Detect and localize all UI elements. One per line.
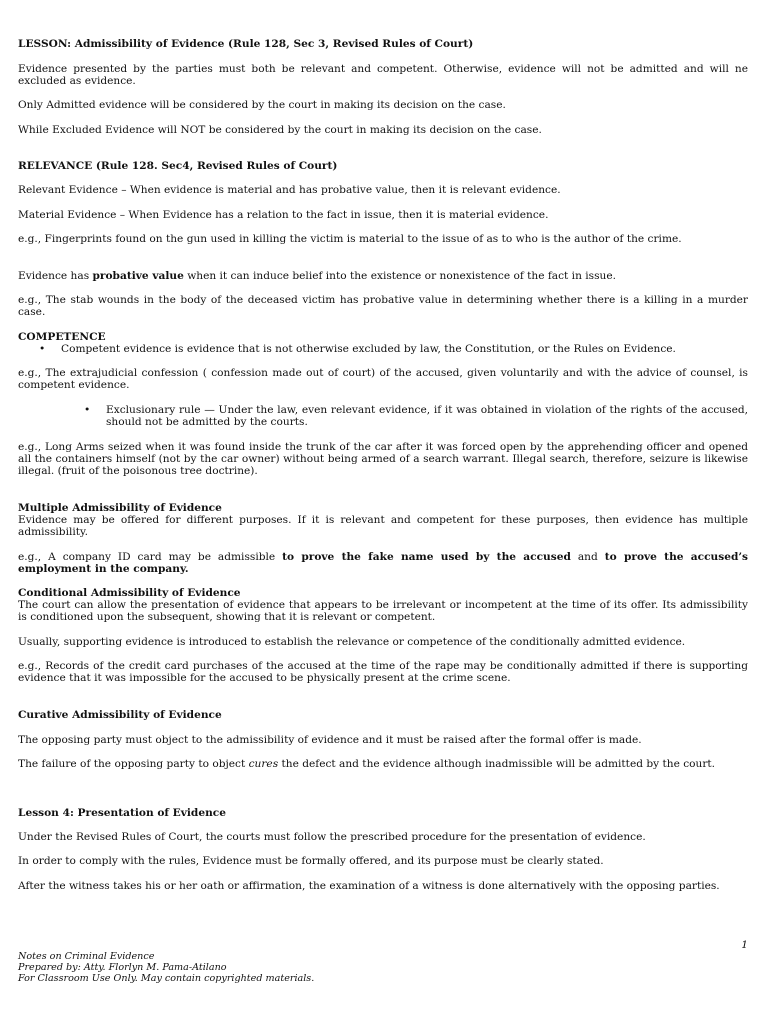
lesson-paragraph-3: While Excluded Evidence will NOT be considered by the court in making its decision on the case.	[18, 124, 542, 136]
bullet-icon: •	[39, 343, 46, 355]
curative-paragraph-1: The opposing party must object to the admissibility of evidence and it must be raised after the formal offer is made.	[18, 734, 642, 746]
lesson4-paragraph-3: After the witness takes his or her oath or affirmation, the examination of a witness is done alternatively with the opposing parties.	[18, 880, 720, 892]
conditional-heading: Conditional Admissibility of Evidence	[18, 587, 241, 599]
lesson-paragraph-2: Only Admitted evidence will be considered by the court in making its decision on the case.	[18, 99, 506, 111]
page-footer	[18, 951, 618, 984]
conditional-paragraph-1: The court can allow the presentation of evidence that appears to be irrelevant or incompetent at the time of its offer. Its admissibility is conditioned upon the subsequent, showing that it is relevant or competent.	[18, 599, 748, 623]
footer-line-3: For Classroom Use Only. May contain copyrighted materials.	[18, 973, 315, 984]
bullet-icon: •	[84, 404, 91, 416]
multiple-heading: Multiple Admissibility of Evidence	[18, 502, 222, 514]
footer-line-2: Prepared by: Atty. Florlyn M. Pama-Atilano	[18, 962, 227, 973]
competence-bullet-2	[84, 404, 748, 428]
competence-bullet-1	[39, 343, 748, 355]
relevance-paragraph-4	[18, 270, 748, 282]
competence-bullet-1-text: Competent evidence is evidence that is not otherwise excluded by law, the Constitution, or the Rules on Evidence.	[61, 343, 676, 355]
relevance-heading: RELEVANCE (Rule 128. Sec4, Revised Rules of Court)	[18, 160, 338, 172]
curative-p2-text-end: the defect and the evidence although inadmissible will be admitted by the court.	[278, 758, 716, 770]
conditional-paragraph-2: Usually, supporting evidence is introduced to establish the relevance or competence of the conditionally admitted evidence.	[18, 636, 686, 648]
relevance-p4-text-end: when it can induce belief into the existence or nonexistence of the fact in issue.	[183, 270, 616, 282]
lesson4-paragraph-1: Under the Revised Rules of Court, the courts must follow the prescribed procedure for the presentation of evidence.	[18, 831, 646, 843]
relevance-paragraph-2: Material Evidence – When Evidence has a relation to the fact in issue, then it is material evidence.	[18, 209, 549, 221]
probative-value-term: probative value	[92, 270, 184, 282]
competence-paragraph-2: e.g., Long Arms seized when it was found inside the trunk of the car after it was forced open by the apprehending officer and opened all the containers himself (not by the car owner) without being armed of a search warrant. Illegal search, therefore, seizure is likewise illegal. (fruit of the poisonous tree doctrine).	[18, 441, 748, 477]
competence-bullet-2-text: Exclusionary rule — Under the law, even relevant evidence, if it was obtained in violation of the rights of the accused, should not be admitted by the courts.	[106, 404, 748, 428]
relevance-paragraph-1: Relevant Evidence – When evidence is material and has probative value, then it is relevant evidence.	[18, 184, 561, 196]
cures-term: cures	[248, 758, 279, 770]
lesson4-heading: Lesson 4: Presentation of Evidence	[18, 807, 226, 819]
competence-heading: COMPETENCE	[18, 331, 106, 343]
multiple-p2-bold-1: to prove the fake name used by the accused	[282, 551, 571, 563]
curative-paragraph-2	[18, 758, 748, 770]
relevance-p4-text: Evidence has	[18, 270, 93, 282]
multiple-paragraph-1: Evidence may be offered for different purposes. If it is relevant and competent for these purposes, then evidence has multiple admissibility.	[18, 514, 748, 538]
multiple-p2-text: e.g., A company ID card may be admissible	[18, 551, 283, 563]
relevance-paragraph-5: e.g., The stab wounds in the body of the deceased victim has probative value in determining whether there is a killing in a murder case.	[18, 294, 748, 318]
curative-p2-text: The failure of the opposing party to object	[18, 758, 249, 770]
footer-line-1: Notes on Criminal Evidence	[18, 951, 155, 962]
lesson-paragraph-1: Evidence presented by the parties must both be relevant and competent. Otherwise, evidence will not be admitted and will ne excluded as evidence.	[18, 63, 748, 87]
curative-heading: Curative Admissibility of Evidence	[18, 709, 222, 721]
multiple-p2-text-mid: and	[570, 551, 605, 563]
page-number: 1	[741, 939, 748, 951]
lesson-title: LESSON: Admissibility of Evidence (Rule 128, Sec 3, Revised Rules of Court)	[18, 38, 474, 50]
conditional-paragraph-3: e.g., Records of the credit card purchases of the accused at the time of the rape may be conditionally admitted if there is supporting evidence that it was impossible for the accused to be physically present at the crime scene.	[18, 660, 748, 684]
lesson4-paragraph-2: In order to comply with the rules, Evidence must be formally offered, and its purpose must be clearly stated.	[18, 855, 604, 867]
multiple-paragraph-2	[18, 551, 748, 575]
relevance-paragraph-3: e.g., Fingerprints found on the gun used in killing the victim is material to the issue of as to who is the author of the crime.	[18, 233, 682, 245]
competence-paragraph-1: e.g., The extrajudicial confession ( confession made out of court) of the accused, given voluntarily and with the advice of counsel, is competent evidence.	[18, 367, 748, 391]
multiple-p2-bold-2: to prove the accused’s employment in the company.	[18, 551, 749, 575]
